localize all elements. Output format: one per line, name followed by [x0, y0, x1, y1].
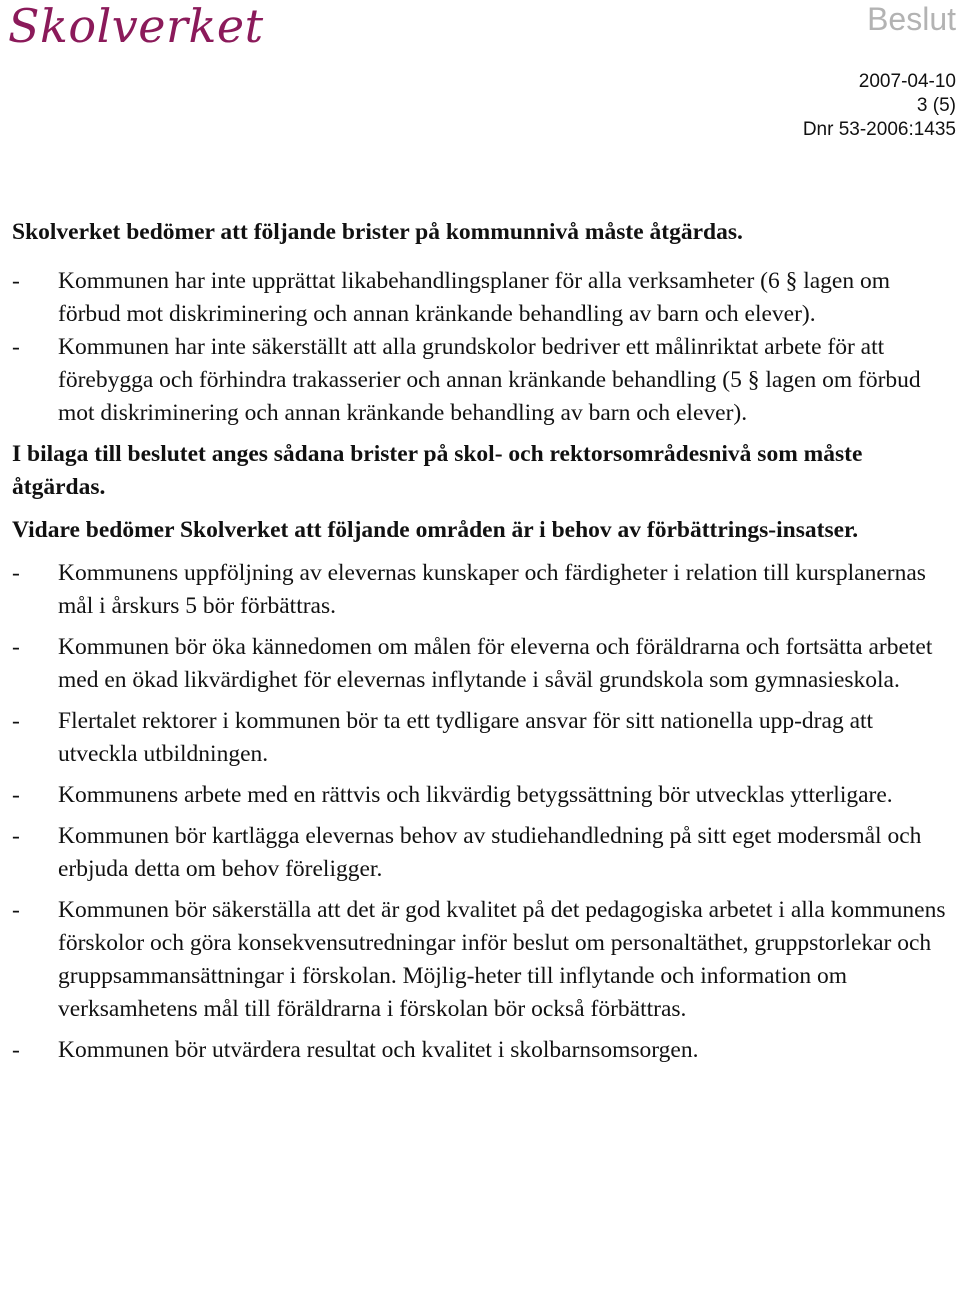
bullet-dash: -	[12, 823, 20, 849]
bullet-dash: -	[12, 708, 20, 734]
skolverket-logo: Skolverket	[8, 0, 264, 53]
document-body	[12, 216, 952, 1067]
list-item-text: Kommunens uppföljning av elevernas kunskaper och färdigheter i relation till kursplanernas mål i årskurs 5 bör förbättras.	[58, 560, 926, 619]
list-item-text: Kommunen har inte upprättat likabehandlingsplaner för alla verksamheter (6 § lagen om förbud mot diskriminering och annan kränkande behandling av barn och elever).	[58, 268, 891, 327]
list-item	[12, 894, 952, 1026]
reference-number: Dnr 53-2006:1435	[802, 119, 956, 140]
municipal-deficiency-list	[12, 265, 952, 430]
bullet-dash: -	[12, 1037, 20, 1063]
bullet-dash: -	[12, 334, 20, 360]
list-item-text: Kommunen bör säkerställa att det är god kvalitet på det pedagogiska arbetet i alla kommunens förskolor och göra konsekvensutredningar inför beslut om personaltäthet, gruppstorlekar och gruppsammansättningar i förskolan. Möjlig-heter till inflytande och information om verksamhetens mål till föräldrarna i förskolan bör också förbättras.	[58, 897, 946, 1022]
bullet-dash: -	[12, 897, 20, 923]
document-date: 2007-04-10	[858, 71, 956, 92]
list-item	[12, 705, 952, 771]
list-item	[12, 779, 952, 812]
heading-appendix-note: I bilaga till beslutet anges sådana brister på skol- och rektorsområdesnivå som måste åtgärdas.	[12, 441, 863, 500]
heading-municipal-deficiencies: Skolverket bedömer att följande brister på kommunnivå måste åtgärdas.	[12, 219, 743, 245]
list-item	[12, 1034, 952, 1067]
list-item-text: Kommunen bör utvärdera resultat och kvalitet i skolbarnsomsorgen.	[58, 1037, 699, 1063]
page-number: 3 (5)	[916, 95, 956, 116]
improvement-list	[12, 557, 952, 1067]
list-item	[12, 265, 952, 331]
bullet-dash: -	[12, 782, 20, 808]
list-item	[12, 331, 952, 430]
list-item-text: Kommunens arbete med en rättvis och likvärdig betygssättning bör utvecklas ytterligare.	[58, 782, 893, 808]
document-meta	[803, 70, 956, 142]
bullet-dash: -	[12, 634, 20, 660]
list-item	[12, 631, 952, 697]
list-item-text: Kommunen har inte säkerställt att alla grundskolor bedriver ett målinriktat arbete för att förebygga och förhindra trakasserier och annan kränkande behandling (5 § lagen om förbud mot diskriminering och annan kränkande behandling av barn och elever).	[58, 334, 921, 426]
heading-improvement-areas: Vidare bedömer Skolverket att följande områden är i behov av förbättrings-insatser.	[12, 517, 859, 543]
bullet-dash: -	[12, 268, 20, 294]
list-item	[12, 557, 952, 623]
list-item-text: Kommunen bör öka kännedomen om målen för eleverna och föräldrarna och fortsätta arbetet med en ökad likvärdighet för elevernas inflytande i såväl grundskola som gymnasieskola.	[58, 634, 933, 693]
list-item-text: Kommunen bör kartlägga elevernas behov av studiehandledning på sitt eget modersmål och erbjuda detta om behov föreligger.	[58, 823, 922, 882]
list-item	[12, 820, 952, 886]
document-type: Beslut	[867, 1, 956, 37]
list-item-text: Flertalet rektorer i kommunen bör ta ett tydligare ansvar för sitt nationella upp-drag att utveckla utbildningen.	[58, 708, 874, 767]
bullet-dash: -	[12, 560, 20, 586]
